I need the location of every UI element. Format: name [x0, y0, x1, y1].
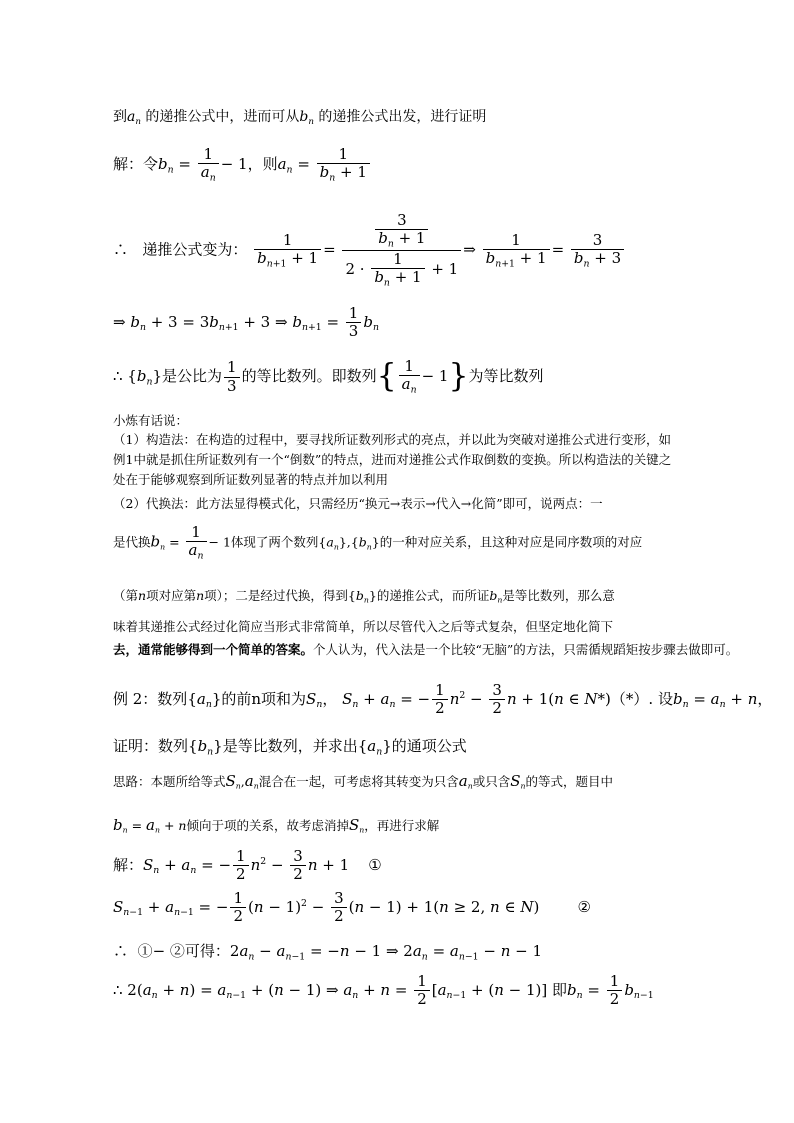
- therefore-symbol: ∴: [113, 240, 129, 259]
- idea-line-1: 思路：本题所给等式$S_n,a_n$混合在一起，可考虑将其转变为只含$a_n$或只含$S_n$的等式，题目中: [113, 772, 614, 791]
- text: 思路：本题所给等式: [113, 774, 226, 789]
- text: 证明：数列: [113, 737, 189, 755]
- bold-text: 去，通常能够得到一个简单的答案。: [113, 642, 314, 657]
- example-2-line: 例 2：数列$\{a_n\}$的前n项和为$S_n$， $S_n + a_n$ = − $\frac{1}{2}$ $n^2$ − $\frac{3}{2}$ n + 1(n ∈ N*)（*）. 设$b_n = a_n + n$，: [113, 681, 773, 718]
- text: （*）. 设: [610, 689, 673, 708]
- text: 倾向于项的关系，故考虑消掉: [186, 818, 349, 833]
- intro-line: 到$a_n$ 的递推公式中，进而可从$b_n$ 的递推公式出发，进行证明: [113, 109, 487, 128]
- text: 是公比为: [162, 367, 223, 386]
- solution-2-eq1: 解：$S_n + a_n$ = − $\frac{1}{2}$ $n^2$ − $\frac{3}{2}$ n + 1 ①: [113, 847, 382, 884]
- text: ，: [757, 689, 773, 708]
- recursion-line: ∴ 递推公式变为： $\frac{1}{b_{n+1} + 1}$ = $\frac{3}{b_n + 1}$ 2 · $\frac{1}{b_n + 1}$ + 1 ⇒ $\frac{1}{b_{n+1} + 1}$ = $\frac{3}{b_n + 3}$: [113, 212, 626, 289]
- text: 体现了两个数列: [230, 534, 319, 550]
- text: ，: [322, 689, 338, 708]
- text: 项）；二是经过代换，得到: [204, 588, 348, 603]
- summary-paragraph-2: （2）代换法：此方法显得模式化，只需经历“换元→表示→代入→化简”即可，说两点：一: [113, 496, 603, 511]
- text: 递推公式变为：: [142, 240, 248, 259]
- solution-2-eq2: $S_{n-1} + a_{n-1}$ = − $\frac{1}{2}$ $(n - 1)^2$ − $\frac{3}{2}$ (n − 1) + 1(n ≥ 2, n ∈ N) ②: [113, 889, 591, 926]
- text: 例 2：数列: [113, 689, 188, 708]
- text: 或只含: [472, 774, 511, 789]
- text: 是等比数列，并求出: [222, 737, 358, 755]
- conclusion-line: ∴ $\{b_n\}$是公比为 $\frac{1}{3}$ 的等比数列。即数列{ $\frac{1}{a_n}$ − 1}为等比数列: [113, 357, 544, 396]
- substitution-line: 解：令$b_n$ = $\frac{1}{a_n}$ − 1，则$a_n$ = $\frac{1}{b_n + 1}$: [113, 146, 372, 184]
- implication-line: ⇒ $b_n + 3 = 3b_{n+1} + 3$ ⇒ $b_{n+1}$ = $\frac{1}{3}$ $b_n$: [113, 304, 379, 341]
- text: （第: [113, 588, 139, 603]
- text: 个人认为，代入法是一个比较“无脑”的方法，只需循规蹈矩按步骤去做即可。: [313, 642, 739, 657]
- text: ，再进行求解: [364, 818, 440, 833]
- equation-tag: ①: [368, 855, 382, 874]
- text: 混合在一起，可考虑将其转变为只含: [258, 774, 459, 789]
- text: 解：令: [113, 155, 159, 174]
- text: 项对应第: [146, 588, 197, 603]
- summary-substitution-line: 是代换$b_n$ = $\frac{1}{a_n}$ − 1体现了两个数列$\{a_n\},\{b_n\}$的一种对应关系，且这种对应是同序数项的对应: [113, 523, 643, 562]
- text: 是等比数列，那么意: [502, 588, 615, 603]
- text: 的递推公式出发，进行证明: [318, 109, 487, 125]
- text: ①− ②可得：: [137, 942, 230, 960]
- text: 的通项公式: [391, 737, 467, 755]
- summary-paragraph-1: （1）构造法：在构造的过程中，要寻找所证数列形式的亮点，并以此为突破对递推公式进行变形，如例1中就是抓住所证数列有一个“倒数”的特点，进而对递推公式作取倒数的变换。所以构造法的关键之处在于能够观察到所证数列显著的特点并加以利用: [113, 432, 672, 487]
- summary-ending-line: [113, 640, 738, 658]
- therefore-symbol: ∴: [113, 942, 129, 960]
- text: 的前n项和为: [221, 689, 307, 708]
- text: 的递推公式，而所证: [376, 588, 490, 603]
- summary-title: 小炼有话说：: [113, 413, 189, 428]
- text: 的递推公式中，进而可从: [145, 109, 300, 125]
- idea-line-2: $b_n = a_n + n$倾向于项的关系，故考虑消掉$S_n$，再进行求解: [113, 816, 440, 835]
- text: 是代换: [113, 534, 151, 550]
- example-2-prove-line: 证明：数列$\{b_n\}$是等比数列，并求出$\{a_n\}$的通项公式: [113, 737, 467, 758]
- text: 的等式，题目中: [525, 774, 614, 789]
- text: 到: [113, 109, 127, 125]
- text: 解：: [113, 855, 144, 874]
- text: 的一种对应关系，且这种对应是同序数项的对应: [379, 534, 643, 550]
- text: ，则: [247, 155, 278, 174]
- text: 的等比数列。即数列: [241, 367, 377, 386]
- equation-tag: ②: [577, 897, 591, 916]
- solution-2-result: ∴ $2(a_n + n) = a_{n-1} + (n - 1)$ ⇒ $a_n + n$ = $\frac{1}{2}$ $[a_{n-1} + (n - 1)]$ 即$b_n$ = $\frac{1}{2}$ $b_{n-1}$: [113, 972, 654, 1009]
- summary-simplify-line: 味着其递推公式经过化简应当形式非常简单，所以尽管代入之后等式复杂，但坚定地化简下: [113, 619, 614, 634]
- summary-correspondence-line: （第n项对应第n项）；二是经过代换，得到$\{b_n\}$的递推公式，而所证$b_n$是等比数列，那么意: [113, 588, 615, 605]
- text: 为等比数列: [468, 367, 544, 386]
- text: 即: [552, 980, 568, 999]
- solution-2-diff: ∴ ①− ②可得：$2a_n - a_{n-1} = -n - 1$ ⇒ $2a_n = a_{n-1} - n - 1$: [113, 942, 543, 963]
